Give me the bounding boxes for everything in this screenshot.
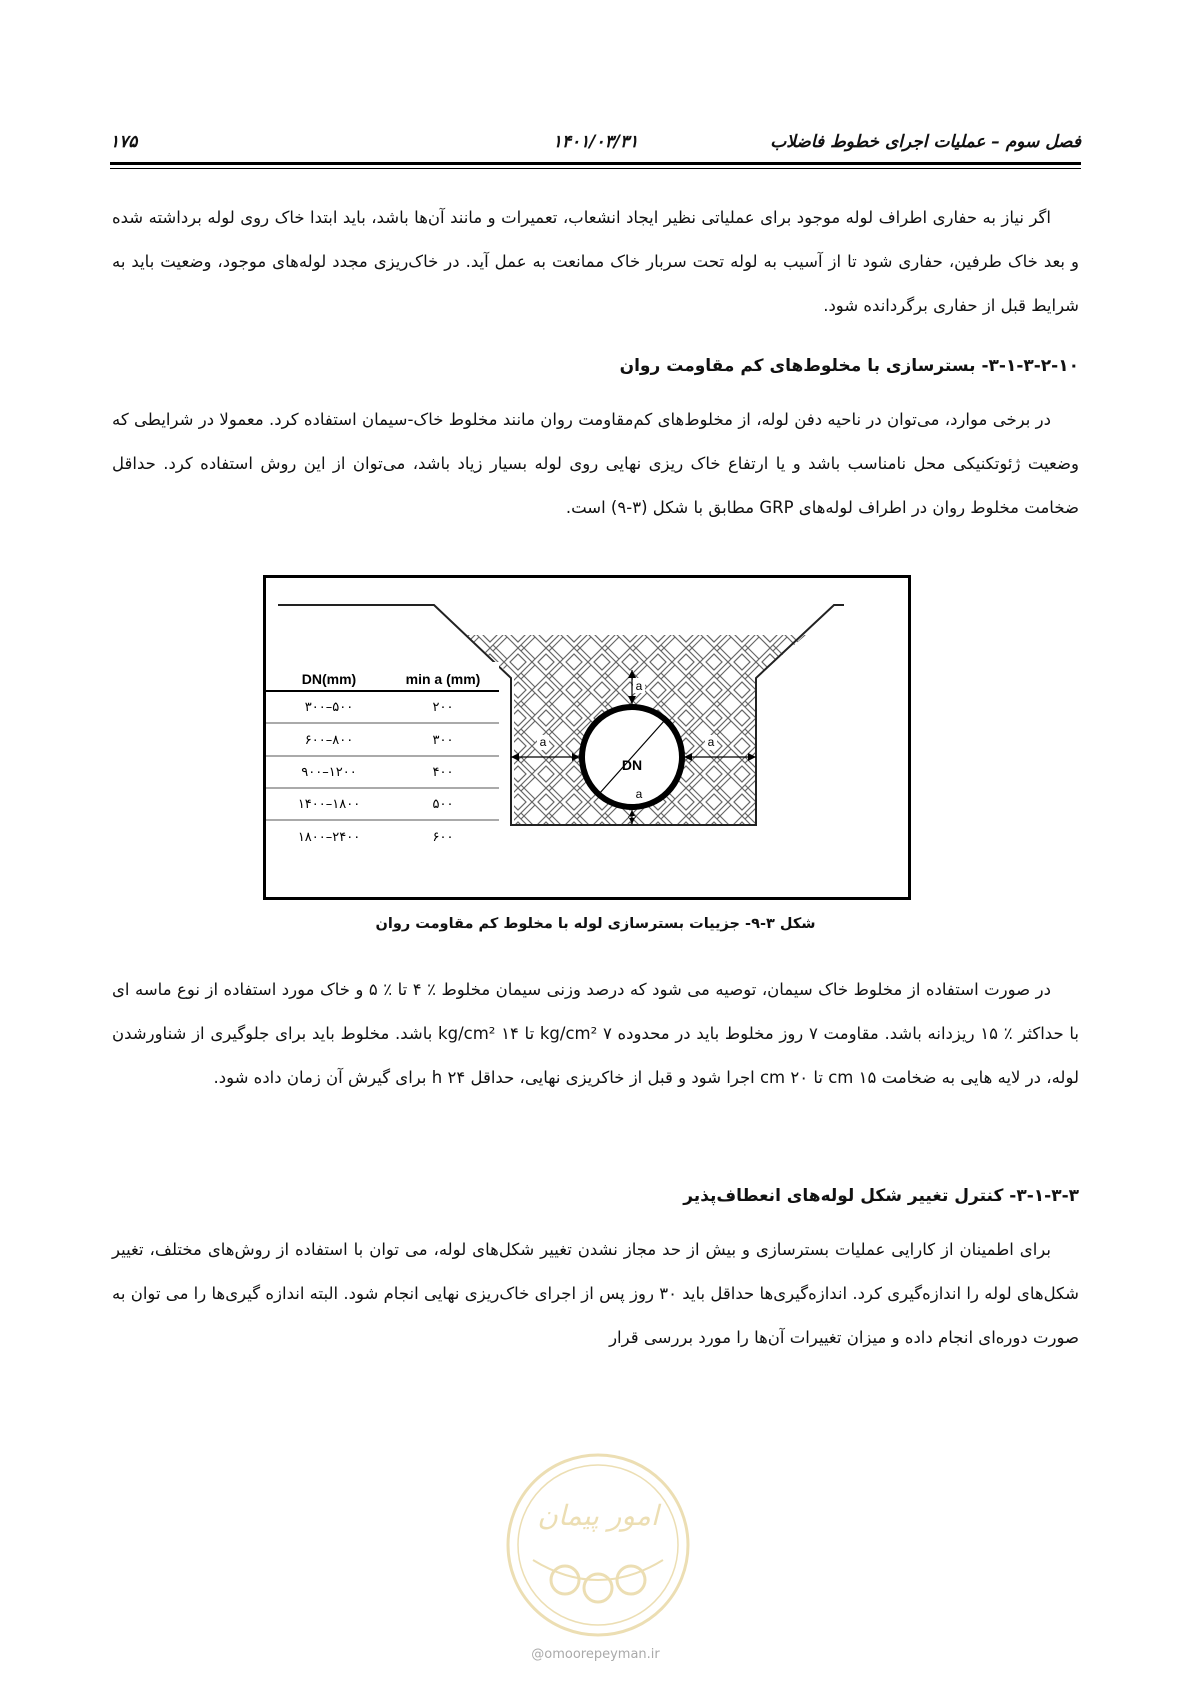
figure-caption: شکل ۳-۹- جزییات بسترسازی لوله با مخلوط کم مقاومت روان [375, 916, 816, 932]
header-rule-thin [110, 168, 1081, 169]
table-cell-a: ۳۰۰ [432, 733, 454, 748]
label-a-right: a [707, 735, 715, 749]
figure-bedding-detail [263, 575, 911, 900]
table-cell-a: ۵۰۰ [432, 797, 454, 812]
paragraph-1: اگر نیاز به حفاری اطراف لوله موجود برای عملیاتی نظیر ایجاد انشعاب، تعمیرات و مانند آن‌ها باشد، باید ابتدا خاک روی لوله برداشته شده و بعد خاک طرفین، حفاری شود تا از آسیب به لوله تحت سربار خاک ممانعت به عمل آید. در خاک‌ریزی مجدد لوله‌های موجود، وضعیت باید به شرایط قبل از حفاری برگردانده شود. [112, 208, 1079, 315]
section-heading-1: ۳-۱-۳-۲-۱۰- بسترسازی با مخلوط‌های کم مقاومت روان [619, 356, 1079, 376]
section-heading-2: ۳-۱-۳-۳- کنترل تغییر شکل لوله‌های انعطاف‌پذیر [683, 1186, 1079, 1206]
table-cell-dn: ۶۰۰–۸۰۰ [304, 733, 354, 748]
watermark-handle: @omoorepeyman.ir [531, 1647, 660, 1662]
watermark-logo-text: امور پیمان [537, 1499, 659, 1532]
table-header-min-a: min a (mm) [405, 671, 481, 687]
label-a-bottom: a [635, 787, 643, 801]
label-dn: DN [621, 757, 643, 773]
page-number: ۱۷۵ [110, 132, 138, 152]
chapter-title: فصل سوم – عملیات اجرای خطوط فاضلاب [770, 132, 1081, 152]
table-cell-dn: ۱۴۰۰–۱۸۰۰ [297, 797, 361, 812]
bedding-diagram [266, 578, 908, 897]
label-a-left: a [539, 735, 547, 749]
paragraph-2: در برخی موارد، می‌توان در ناحیه دفن لوله، از مخلوط‌های کم‌مقاومت روان مانند مخلوط خاک-سیمان استفاده کرد. معمولا در شرایطی که وضعیت ژئوتکنیکی محل نامناسب باشد و یا ارتفاع خاک ریزی نهایی روی لوله بسیار زیاد باشد، می‌توان از این روش استفاده کرد. حداقل ضخامت مخلوط روان در اطراف لوله‌های GRP مطابق با شکل (۳-۹) است. [112, 410, 1079, 517]
table-cell-dn: ۹۰۰–۱۲۰۰ [301, 765, 357, 780]
table-cell-a: ۶۰۰ [432, 830, 454, 845]
paragraph-3: در صورت استفاده از مخلوط خاک سیمان، توصیه می شود که درصد وزنی سیمان مخلوط ٪ ۴ تا ٪ ۵ و خاک مورد استفاده از نوع ماسه ای با حداکثر ٪ ۱۵ ریزدانه باشد. مقاومت ۷ روز مخلوط باید در محدوده ۷ kg/cm² تا ۱۴ kg/cm² باشد. مخلوط باید برای جلوگیری از شناورشدن لوله، در لایه هایی به ضخامت ۱۵ cm تا ۲۰ cm اجرا شود و قبل از خاکریزی نهایی، حداقل ۲۴ h برای گیرش آن زمان داده شود. [112, 980, 1079, 1087]
header-rule [110, 162, 1081, 165]
table-cell-dn: ۱۸۰۰–۲۴۰۰ [297, 830, 361, 845]
watermark-logo [503, 1450, 693, 1640]
label-a-top: a [635, 679, 643, 693]
table-cell-dn: ۳۰۰–۵۰۰ [304, 700, 354, 715]
table-header-dn: DN(mm) [301, 671, 357, 687]
table-cell-a: ۴۰۰ [432, 765, 454, 780]
table-cell-a: ۲۰۰ [432, 700, 454, 715]
paragraph-4: برای اطمینان از کارایی عملیات بسترسازی و بیش از حد مجاز نشدن تغییر شکل‌های لوله، می توان با استفاده از روش‌های مختلف، تغییر شکل‌های لوله را اندازه‌گیری کرد. اندازه‌گیری‌ها حداقل باید ۳۰ روز پس از اجرای خاک‌ریزی نهایی انجام شود. البته اندازه گیری‌ها را می توان به صورت دوره‌ای انجام داده و میزان تغییرات آن‌ها را مورد بررسی قرار [112, 1240, 1079, 1347]
header-date: ۱۴۰۱/۰۳/۳۱ [552, 132, 639, 152]
